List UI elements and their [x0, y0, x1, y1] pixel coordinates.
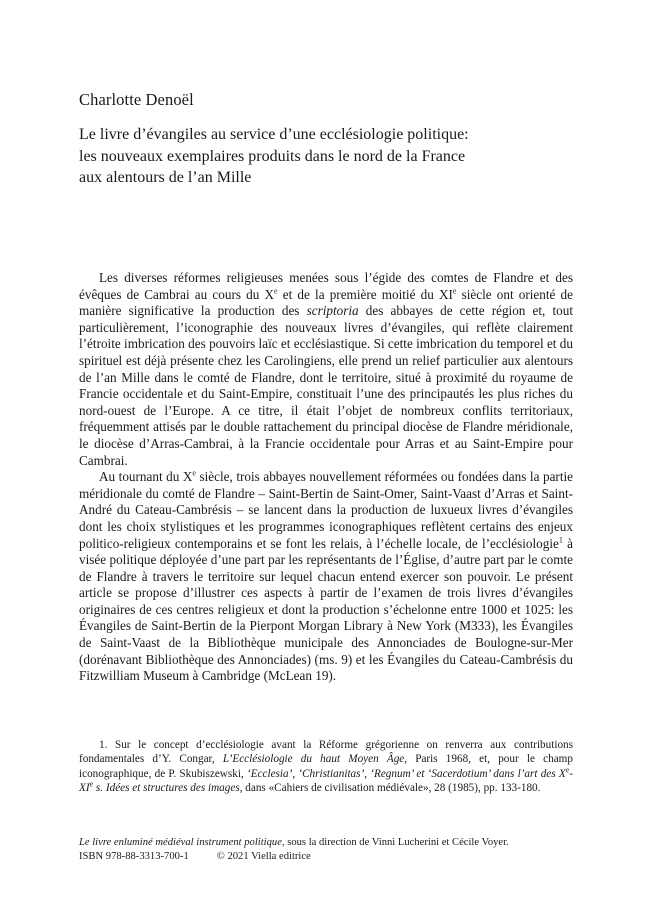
- p2-sup-1: e: [192, 468, 196, 478]
- p1-text-b: et de la première moitié du XI: [277, 286, 453, 302]
- title-line-1: Le livre d’évangiles au service d’une ecclésiologie politique:: [79, 126, 469, 143]
- colophon-line-1: [79, 836, 573, 850]
- title-line-2: les nouveaux exemplaires produits dans le nord de la France: [79, 147, 466, 165]
- isbn: ISBN 978-88-3313-700-1: [79, 850, 189, 862]
- p1-italic: scriptoria: [306, 303, 359, 319]
- fn-sup-1: e: [565, 765, 570, 775]
- fn-italic-3: -XI: [79, 767, 573, 795]
- fn-text-b: , Paris 1968, et, pour le champ iconographique, de P. Skubiszewski,: [79, 753, 573, 780]
- p1-text-d: des abbayes de cette région et, tout particulièrement, l’iconographie des nouveaux livres d’évangiles, qui reflète clairement l’étroite imbrication des pouvoirs laïc et ecclésiastique. Si cette imbrication du temporel et du spirituel est déjà présente chez les Carolingiens, elle prend un relief particulier aux alentours de l’an Mille dans le comté de Flandre, dont le territoire, situé à proximité du royaume de Francie occidentale et du Saint-Empire, constituait l’une des principautés les plus riches du nord-ouest de l’Europe. A ce titre, il était l’objet de nombreux conflits territoriaux, fréquemment attisés par le double rattachement du principal diocèse de Flandre méridionale, le diocèse d’Arras-Cambrai, à la Francie occidentale pour Arras et au Saint-Empire pour Cambrai.: [79, 303, 574, 468]
- footnote-1: [79, 738, 573, 796]
- p2-text-b: siècle, trois abbayes nouvellement réformées ou fondées dans la partie méridionale du comté de Flandre – Saint-Bertin de Saint-Omer, Saint-Vaast d’Arras et Saint-André du Cateau-Cambrésis – se lancent dans la production de luxueux livres d’évangiles dont les choix stylistiques et les programmes iconographiques reflètent certains des enjeux politico-religieux contemporains et se font les relais, à l’échelle locale, de l’ecclésiologie: [79, 469, 574, 551]
- footnote-text: [79, 738, 573, 796]
- fn-italic-2: ‘Ecclesia’, ‘Christianitas’, ‘Regnum’ et ‘Sacerdotium’ dans l’art des X: [246, 767, 566, 780]
- colophon-editors: sous la direction de Vinni Lucherini et Cécile Voyer.: [284, 837, 509, 848]
- colophon: [79, 836, 573, 863]
- paragraph-1: [79, 270, 573, 469]
- article-title: [79, 124, 599, 189]
- paragraph-2: [79, 469, 573, 685]
- p2-text-a: Au tournant du X: [99, 469, 193, 485]
- copyright: © 2021 Viella editrice: [216, 850, 311, 862]
- p2-text-c: à visée politique déployée d’une part par les représentants de l’Église, d’autre part par le comte de Flandre à travers le territoire sur lequel chacun entend exercer son pouvoir. Le présent article se propose d’illustrer ces aspects à partir de l’examen de trois livres d’évangiles originaires de ces centres religieux et dont la production s’échelonne entre 1000 et 1025: les Évangiles de Saint-Bertin de la Pierpont Morgan Library à New York (M333), les Évangiles de Saint-Vaast de la Bibliothèque municipale des Annonciades de Boulogne-sur-Mer (dorénavant Bibliothèque des Annonciades) (ms. 9) et les Évangiles du Cateau-Cambrésis du Fitzwilliam Museum à Cambridge (McLean 19).: [79, 535, 573, 684]
- p1-sup-2: e: [452, 286, 457, 296]
- fn-italic-4: s. Idées et structures des images: [93, 782, 240, 795]
- article-body: [79, 270, 573, 685]
- p1-text-c: siècle ont orienté de manière significative la production des: [79, 286, 573, 319]
- fn-text-c: , dans «Cahiers de civilisation médiévale», 28 (1985), pp. 133-180.: [239, 782, 541, 795]
- fn-text-a: 1. Sur le concept d’ecclésiologie avant la Réforme grégorienne on renverra aux contributions fondamentales d’Y. Congar,: [79, 739, 573, 766]
- colophon-line-2: [79, 850, 573, 864]
- fn-italic-1: L’Ecclésiologie du haut Moyen Âge: [222, 753, 405, 766]
- p1-text-a: Les diverses réformes religieuses menées sous l’égide des comtes de Flandre et des évêques de Cambrai au cours du X: [79, 270, 573, 302]
- colophon-book-title: Le livre enluminé médiéval instrument politique,: [79, 837, 285, 848]
- fn-sup-2: e: [89, 779, 94, 789]
- footnote-ref-1[interactable]: 1: [558, 535, 563, 545]
- p1-sup-1: e: [274, 286, 278, 296]
- title-line-3: aux alentours de l’an Mille: [79, 169, 252, 186]
- author-name: Charlotte Denoël: [79, 90, 194, 109]
